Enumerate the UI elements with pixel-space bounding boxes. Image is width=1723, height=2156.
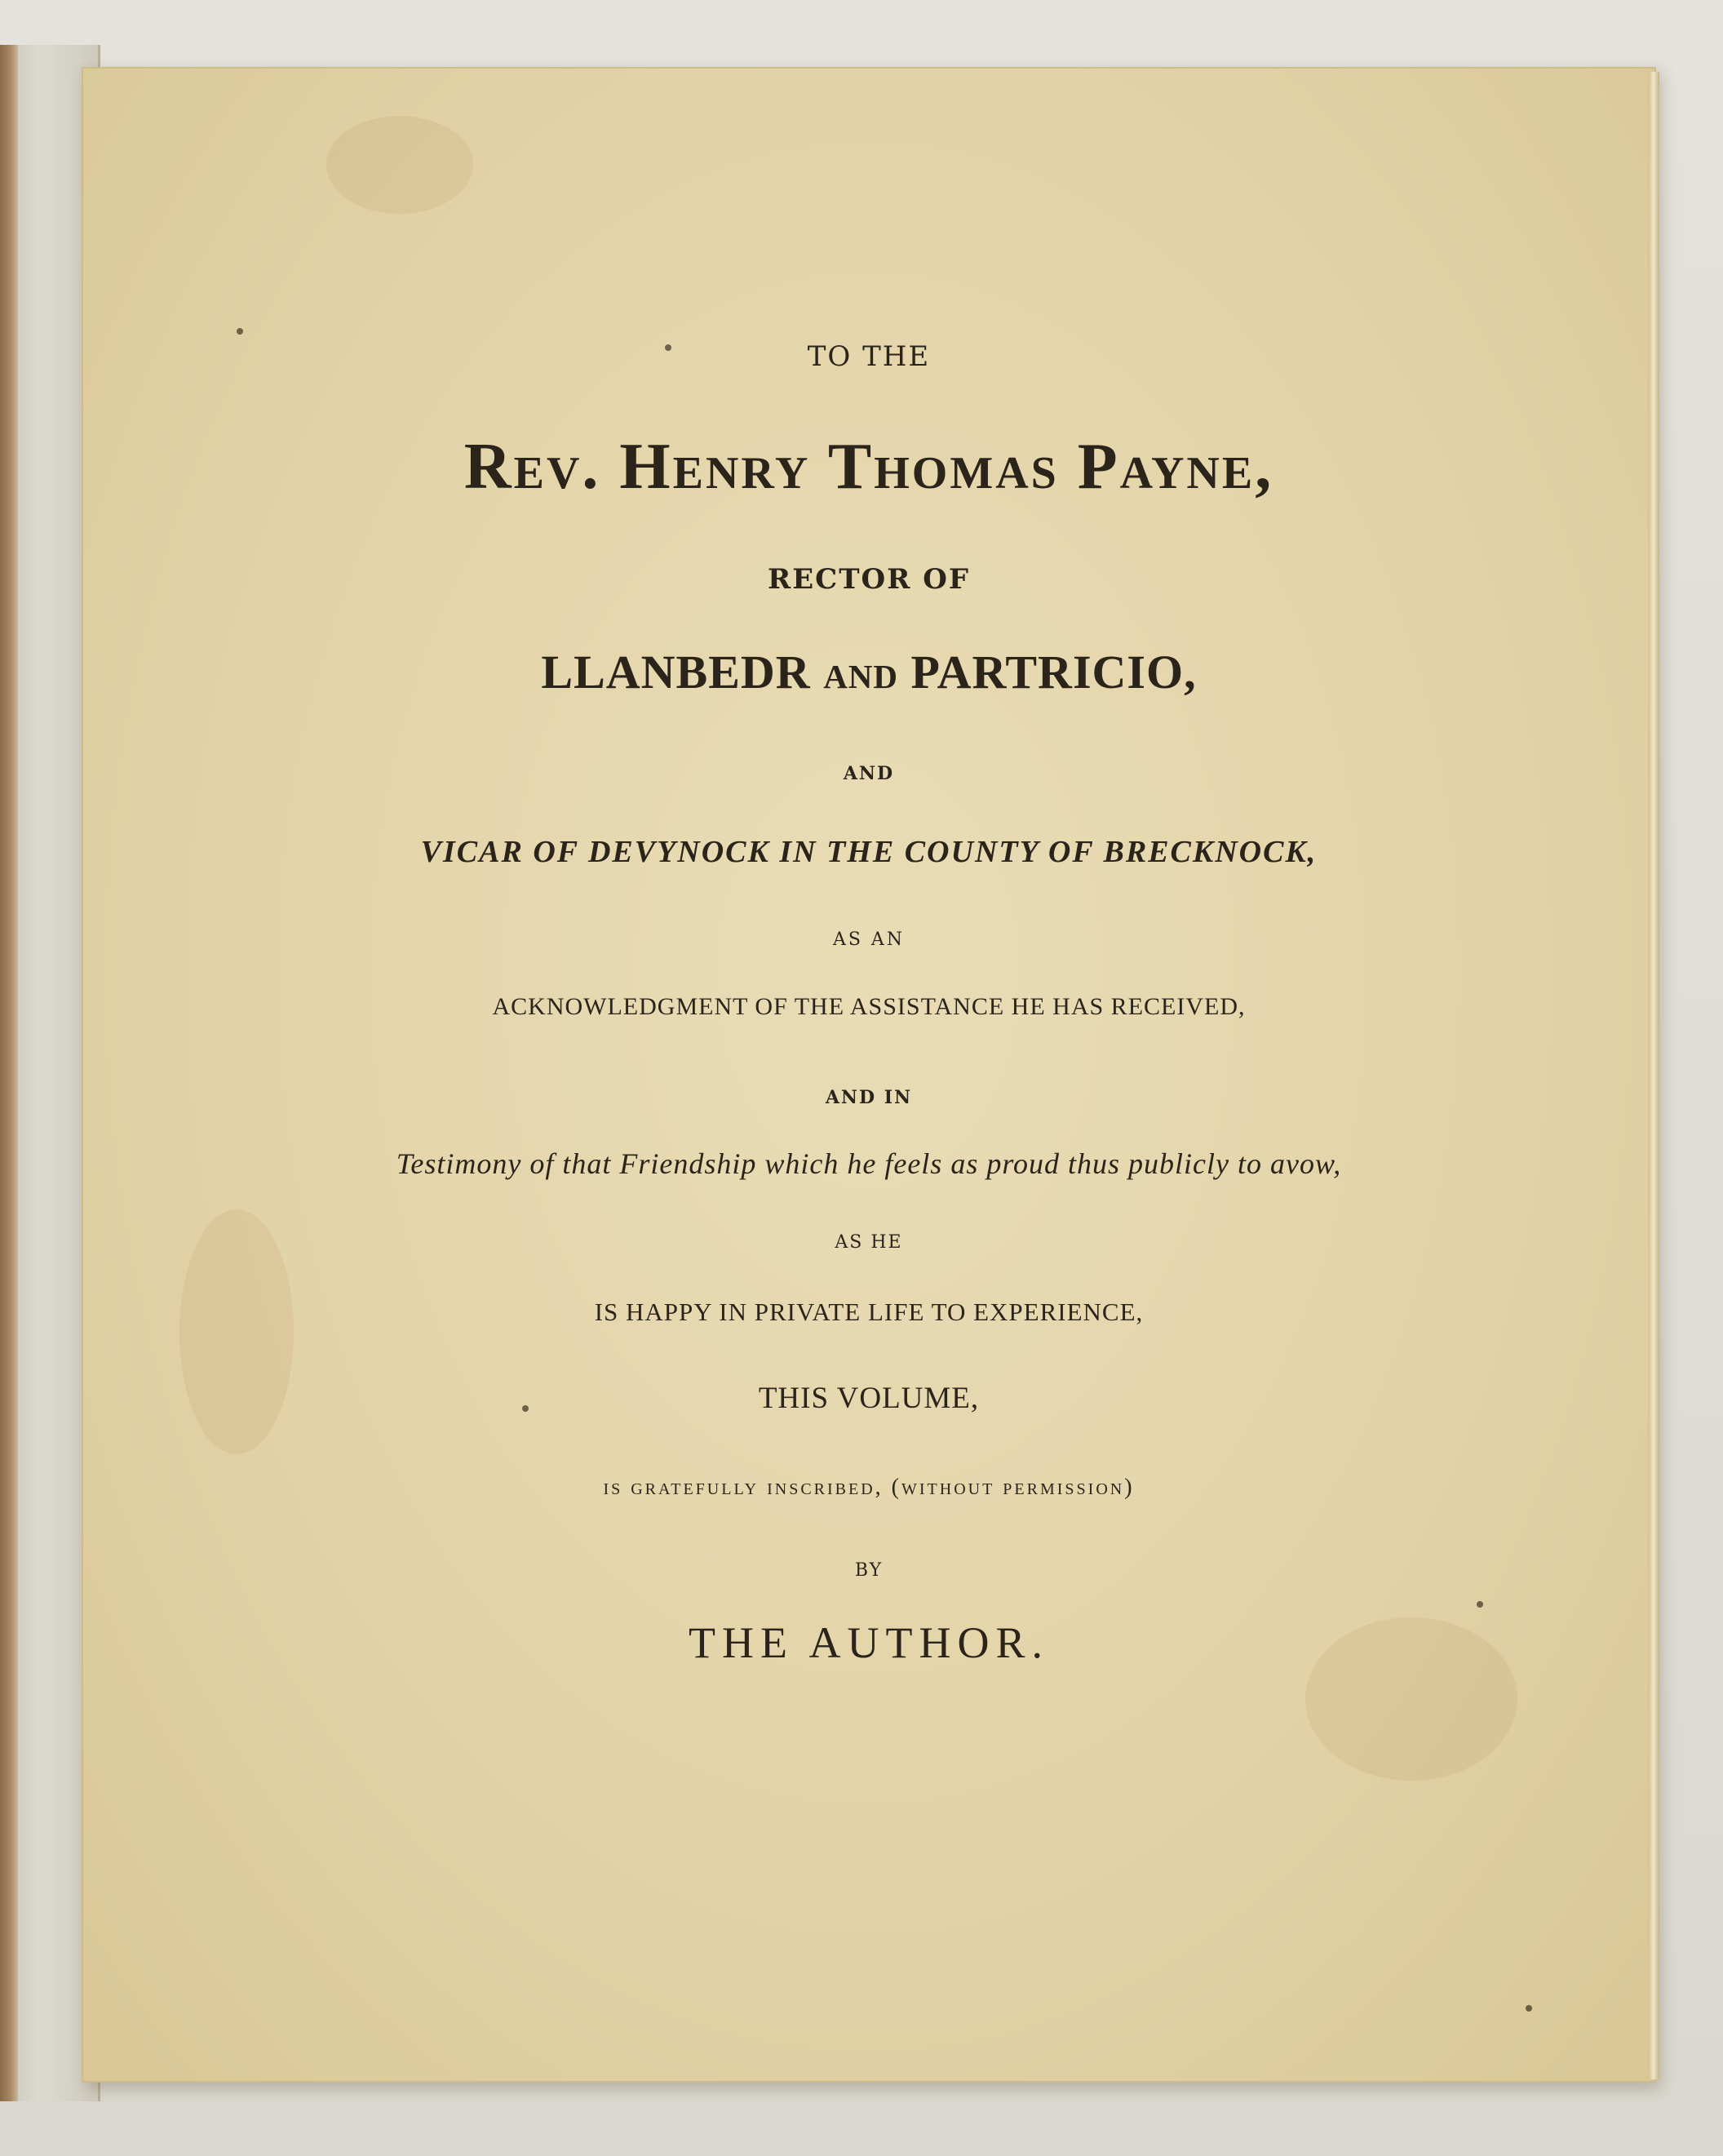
- and-line: AND: [843, 763, 895, 784]
- parishes-line: LLANBEDR and PARTRICIO,: [541, 645, 1197, 699]
- this-volume-line: THIS VOLUME,: [758, 1382, 980, 1415]
- happy-line: IS HAPPY IN PRIVATE LIFE TO EXPERIENCE,: [594, 1298, 1144, 1326]
- dedicatee-name: Rev. Henry Thomas Payne,: [463, 431, 1274, 503]
- as-an-line: AS AN: [832, 929, 906, 950]
- page-fore-edge: [1648, 72, 1659, 2079]
- acknowledgment-line: ACKNOWLEDGMENT OF THE ASSISTANCE HE HAS RECEIVED,: [492, 993, 1246, 1020]
- dedication-text: [82, 67, 1656, 2083]
- author-line: THE AUTHOR.: [689, 1618, 1049, 1667]
- book-spine-edge: [0, 45, 18, 2101]
- testimony-line: Testimony of that Friendship which he feels as proud thus publicly to avow,: [396, 1147, 1342, 1180]
- and-in-line: AND IN: [825, 1087, 913, 1108]
- inscribed-line: is gratefully inscribed, (without permission): [603, 1475, 1135, 1500]
- dedication-page: [82, 67, 1656, 2083]
- vicar-line: VICAR OF DEVYNOCK IN THE COUNTY OF BRECKNOCK,: [420, 835, 1318, 869]
- as-he-line: AS HE: [835, 1232, 903, 1253]
- rector-of-line: RECTOR OF: [768, 563, 970, 596]
- by-line: BY: [854, 1560, 884, 1581]
- to-the-line: TO THE: [807, 340, 931, 373]
